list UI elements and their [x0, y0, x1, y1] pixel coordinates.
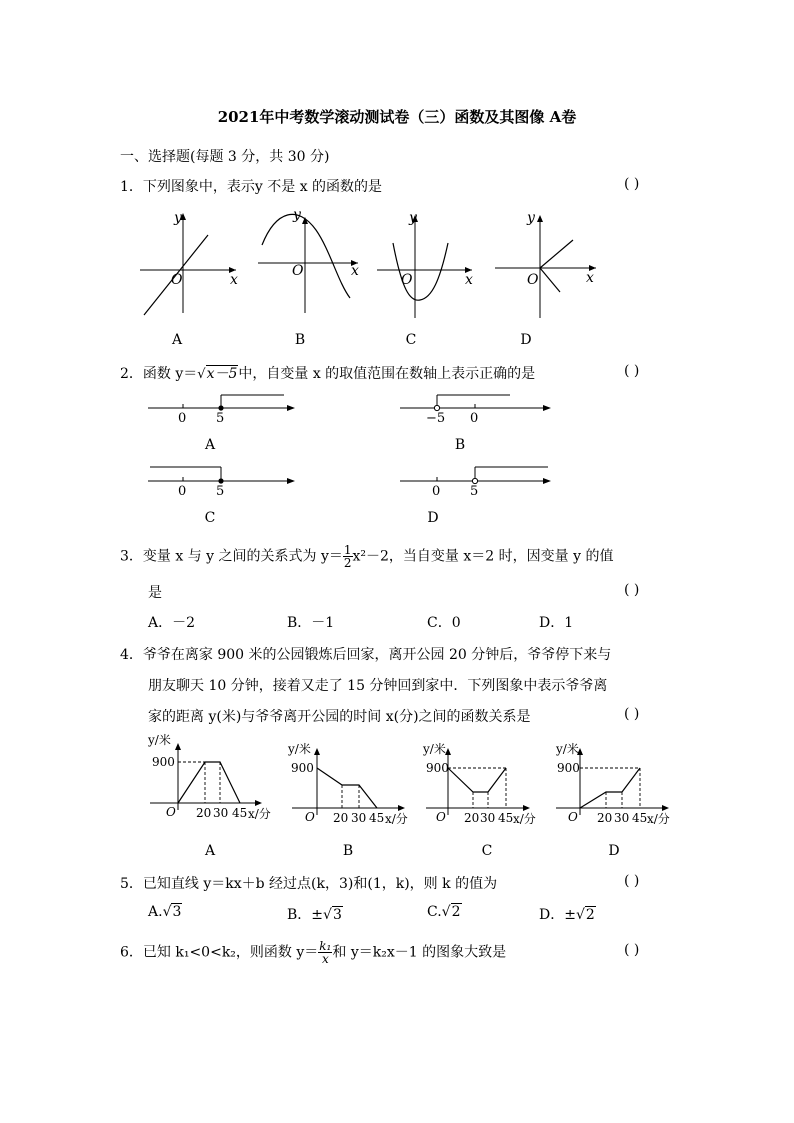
q4b-x20: 20 — [333, 811, 349, 825]
q4d-ylabel: y/米 — [556, 742, 579, 756]
q1-stem: 1．下列图象中，表示y 不是 x 的函数的是 — [120, 179, 383, 195]
q4d-origin: O — [568, 810, 578, 824]
q1a-x-label: x — [230, 272, 238, 288]
q1b-origin: O — [292, 263, 304, 279]
q4-option-d: D — [608, 843, 620, 859]
q5-choice-a: A.√3 — [148, 904, 182, 920]
q4b-x30: 30 — [351, 811, 367, 825]
q2-option-b: B — [454, 437, 466, 453]
q3-choice-c: C．0 — [427, 615, 461, 631]
q4b-yval: 900 — [291, 761, 314, 775]
q4a-x30: 30 — [213, 806, 229, 820]
q4-line-3: 家的距离 y(米)与爷爷离开公园的时间 x(分)之间的函数关系是 — [148, 709, 531, 725]
q1c-x-label: x — [465, 272, 473, 288]
q1-option-d: D — [520, 332, 532, 348]
q5-choice-c: C.√2 — [427, 904, 461, 920]
q1c-y-label: y — [409, 210, 417, 226]
q4a-origin: O — [166, 805, 176, 819]
q5-answer-paren: ( ) — [624, 873, 640, 889]
q4b-xlabel: x/分 — [385, 812, 408, 826]
q1c-origin: O — [401, 272, 413, 288]
q4b-x45: 45 — [369, 811, 385, 825]
q1-option-c: C — [405, 332, 417, 348]
q4d-xlabel: x/分 — [647, 812, 670, 826]
q4-graph-c — [426, 748, 530, 815]
q3-stem-cont: 是 — [148, 585, 162, 601]
q2b-tick-neg5: −5 — [426, 411, 446, 426]
q1-option-b: B — [294, 332, 306, 348]
q3-choice-a: A．－2 — [148, 615, 196, 631]
q3-stem: 3．变量 x 与 y 之间的关系式为 y＝ $\frac{1}{2}$ x²－2，当自变量 x＝2 时，因变量 y 的值 — [120, 543, 614, 570]
q4-graph-d — [556, 748, 669, 815]
q1a-y-label: y — [174, 210, 182, 226]
q4-answer-paren: ( ) — [624, 706, 640, 722]
q4-graph-a — [150, 743, 262, 810]
q2-answer-paren: ( ) — [624, 363, 640, 379]
q2a-tick-0: 0 — [178, 411, 187, 426]
q4d-yval: 900 — [557, 761, 580, 775]
q4-option-c: C — [481, 843, 493, 859]
q1a-origin: O — [171, 272, 183, 288]
q2c-tick-0: 0 — [178, 484, 187, 499]
q5-stem: 5．已知直线 y＝kx＋b 经过点(k，3)和(1，k)，则 k 的值为 — [120, 876, 498, 892]
q2d-tick-0: 0 — [432, 484, 441, 499]
q4c-ylabel: y/米 — [423, 742, 446, 756]
q6-stem: 6．已知 k₁<0<k₂，则函数 y＝ $\frac{\text{k₁}}{x}$ 和 y＝k₂x－1 的图象大致是 — [120, 939, 507, 966]
q4a-yval: 900 — [152, 755, 175, 769]
q4c-x45: 45 — [498, 811, 514, 825]
q4-line-2: 朋友聊天 10 分钟，接着又走了 15 分钟回到家中．下列图象中表示爷爷离 — [148, 678, 608, 694]
q3-answer-paren: ( ) — [624, 582, 640, 598]
q2-stem: 2．函数 y＝√x－5中，自变量 x 的取值范围在数轴上表示正确的是 — [120, 366, 536, 382]
q4-graph-b — [292, 748, 405, 815]
q4b-ylabel: y/米 — [288, 742, 311, 756]
q3-choice-d: D．1 — [539, 615, 574, 631]
q4d-x30: 30 — [614, 811, 630, 825]
q5-choice-b: B．±√3 — [287, 907, 342, 923]
q2c-tick-5: 5 — [216, 484, 225, 499]
q2b-tick-0: 0 — [470, 411, 479, 426]
q4a-ylabel: y/米 — [148, 733, 171, 747]
q4c-x20: 20 — [464, 811, 480, 825]
q3-choice-b: B．－1 — [287, 615, 335, 631]
q2-option-c: C — [204, 510, 216, 526]
q1-option-a: A — [171, 332, 183, 348]
q2-option-d: D — [427, 510, 439, 526]
q1d-origin: O — [527, 272, 539, 288]
q1d-y-label: y — [527, 210, 535, 226]
q4c-origin: O — [436, 810, 446, 824]
q4-option-b: B — [342, 843, 354, 859]
q2a-tick-5: 5 — [216, 411, 225, 426]
q4-option-a: A — [204, 843, 216, 859]
q4d-x45: 45 — [632, 811, 648, 825]
q4c-yval: 900 — [426, 761, 449, 775]
q4b-origin: O — [305, 810, 315, 824]
q4a-xlabel: x/分 — [248, 807, 271, 821]
q1b-y-label: y — [293, 207, 301, 223]
q4a-x20: 20 — [196, 806, 212, 820]
q4d-x20: 20 — [597, 811, 613, 825]
q4a-x45: 45 — [232, 806, 248, 820]
q1-answer-paren: ( ) — [624, 176, 640, 192]
page-title: 2021年中考数学滚动测试卷（三）函数及其图像 A卷 — [217, 108, 577, 126]
q5-choice-d: D．±√2 — [539, 907, 595, 923]
q2d-tick-5: 5 — [470, 484, 479, 499]
section-heading: 一、选择题(每题 3 分，共 30 分) — [120, 149, 330, 165]
q4c-x30: 30 — [480, 811, 496, 825]
q1b-x-label: x — [351, 263, 359, 279]
q2-option-a: A — [204, 437, 216, 453]
q6-answer-paren: ( ) — [624, 942, 640, 958]
q4-line-1: 4．爷爷在离家 900 米的公园锻炼后回家，离开公园 20 分钟后，爷爷停下来与 — [120, 647, 612, 663]
q4c-xlabel: x/分 — [513, 812, 536, 826]
q1d-x-label: x — [586, 270, 594, 286]
